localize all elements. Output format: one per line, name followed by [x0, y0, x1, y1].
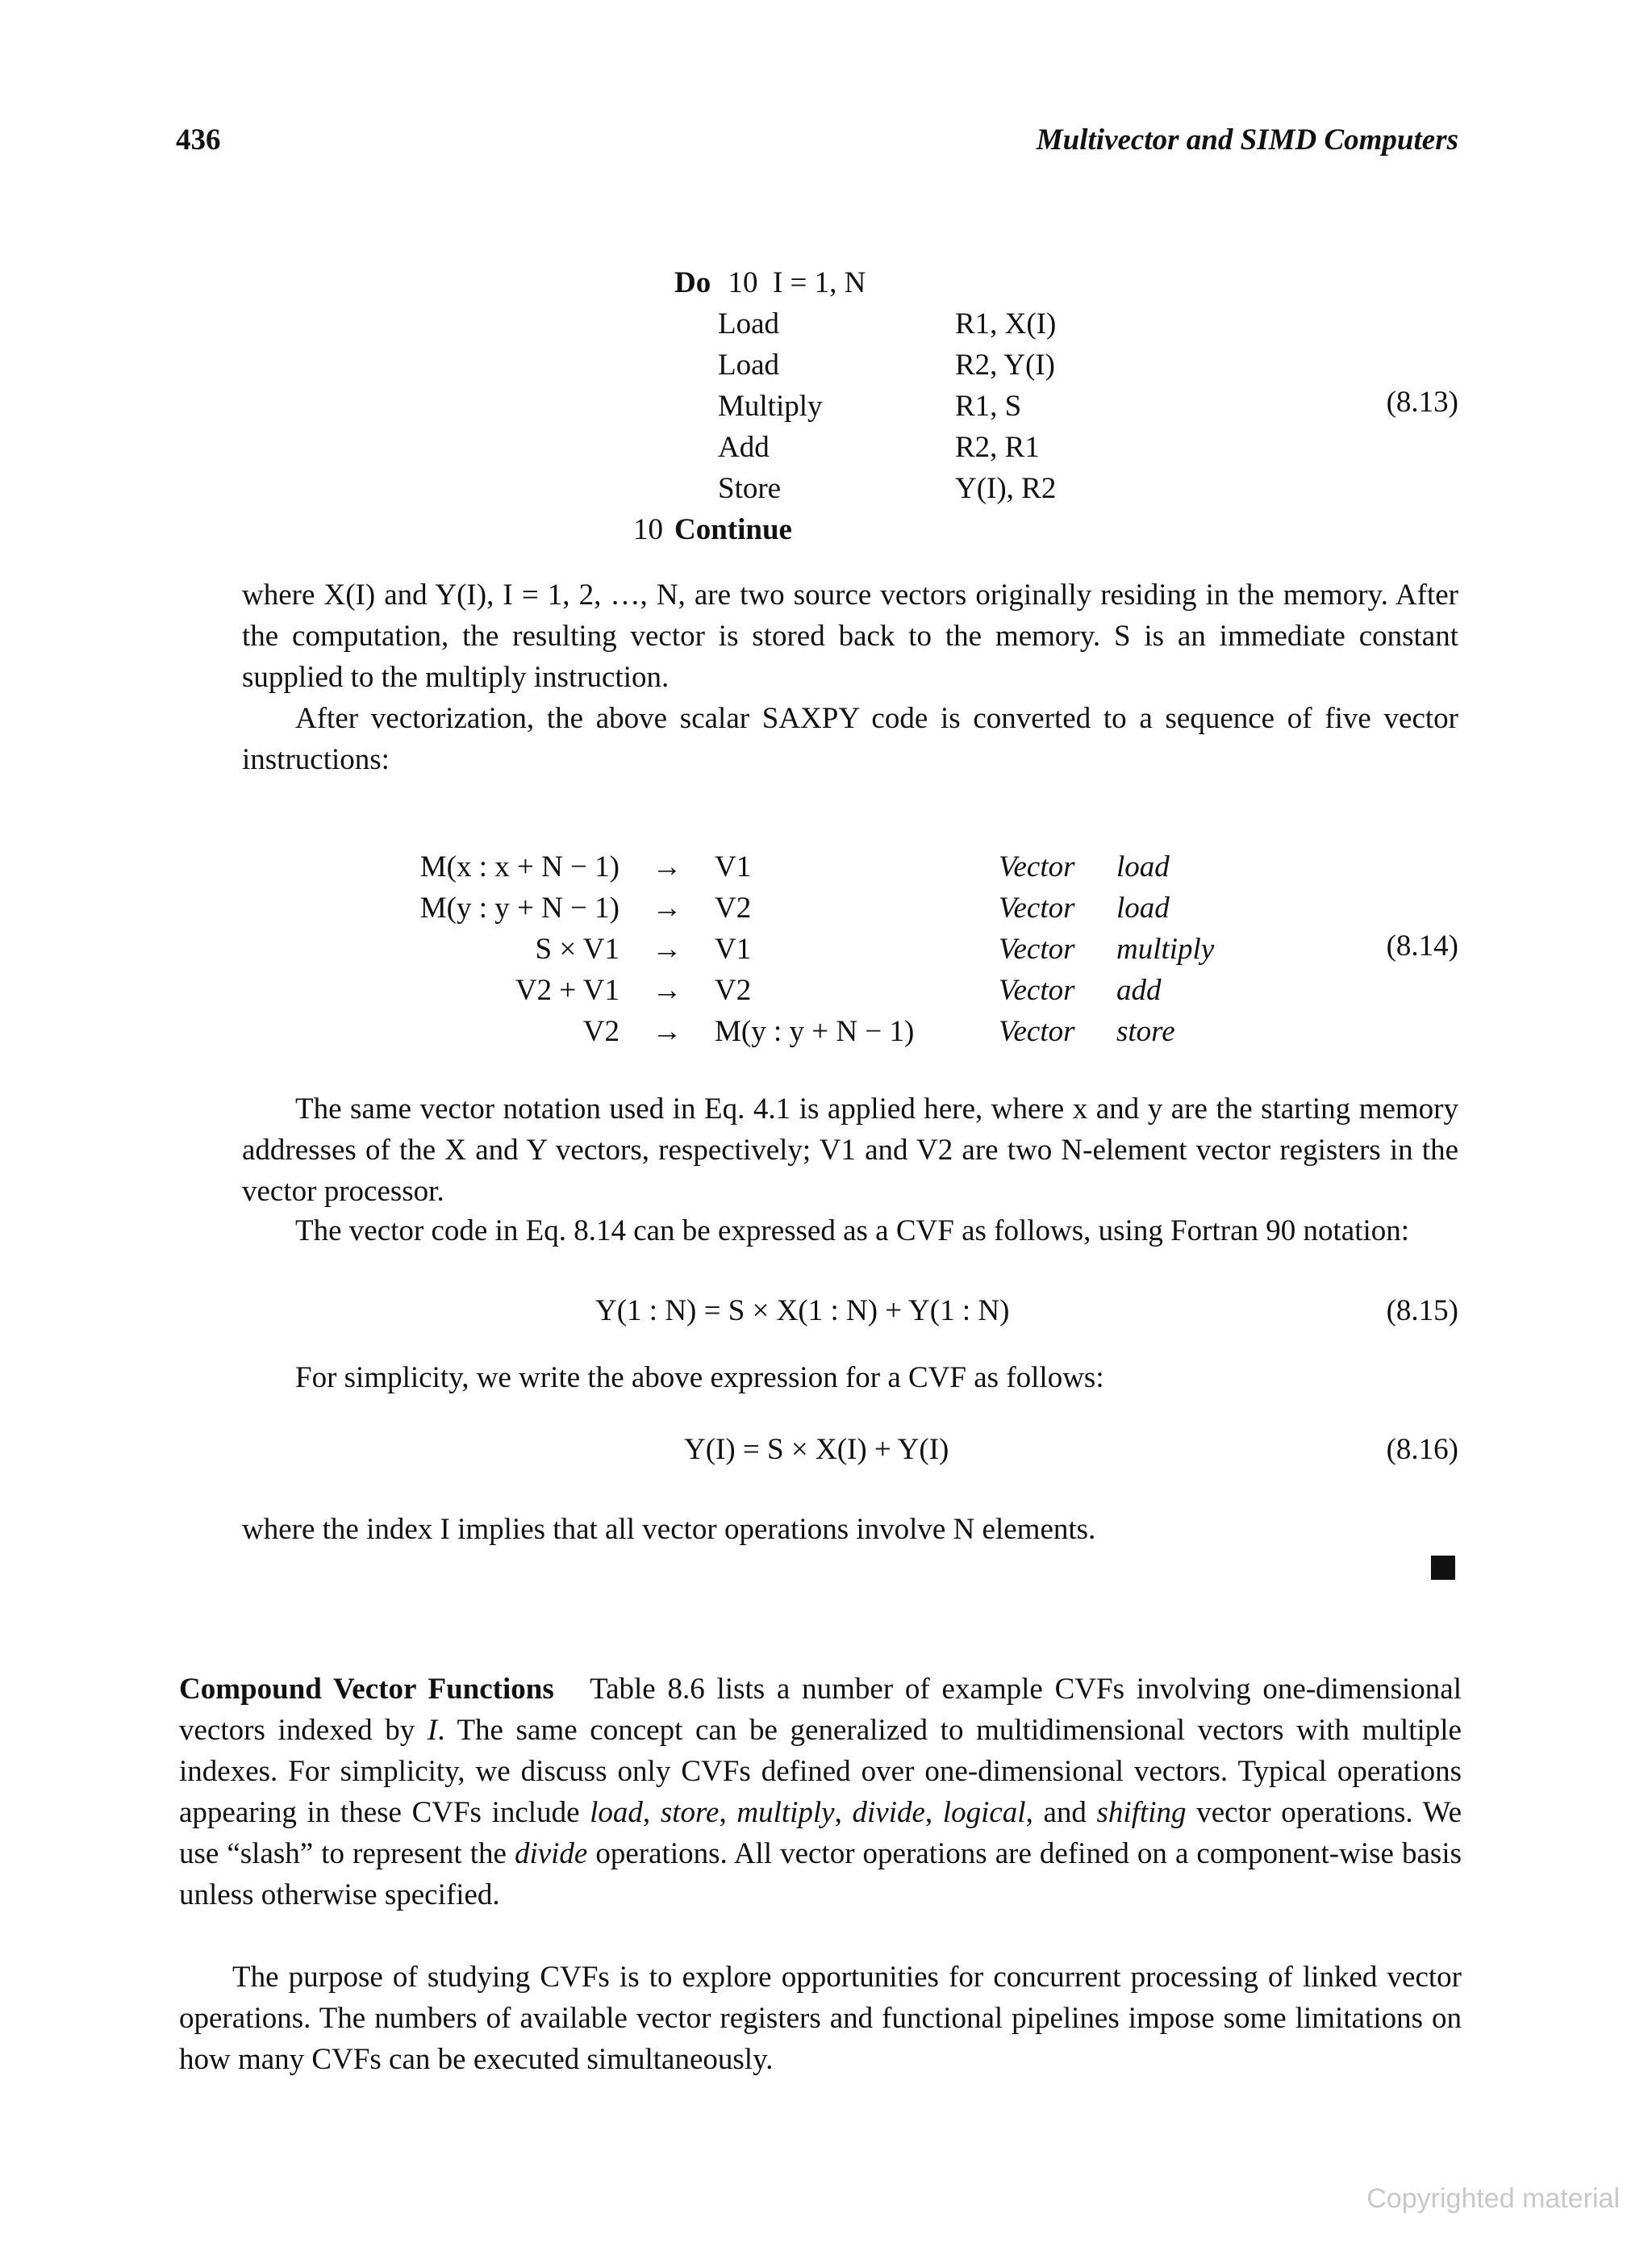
- vector-dest: V1: [715, 933, 752, 966]
- vector-row: [373, 970, 1214, 1011]
- equation-number-8-13: (8.13): [1386, 386, 1458, 419]
- vector-dest: V2: [715, 974, 752, 1007]
- vector-action: load: [1116, 850, 1170, 883]
- vector-code-block: [373, 846, 1214, 1052]
- vector-source: S × V1: [535, 933, 620, 966]
- code-op: Load: [718, 349, 780, 382]
- arrow-icon: →: [652, 1015, 682, 1048]
- vector-row: [373, 1011, 1214, 1052]
- section-paragraph: Compound Vector Functions Table 8.6 lists a number of example CVFs involving one-dimensional vectors indexed by I. The same concept can be generalized to multidimensional vectors with multiple indexes. For simplicity, we discuss only CVFs defined over one-dimensional vectors. Typical operations appearing in these CVFs include load, store, multiply, divide, logical, and shifting vector operations. We use “slash” to represent the divide operations. All vector operations are defined on a component-wise basis unless otherwise specified.: [179, 1673, 1462, 1911]
- equation-number-8-16: (8.16): [1386, 1433, 1458, 1466]
- code-row-do: [599, 262, 1056, 303]
- code-op: Multiply: [718, 390, 823, 423]
- code-row: [599, 345, 1056, 386]
- code-op: Load: [718, 307, 780, 340]
- arrow-icon: →: [652, 974, 682, 1007]
- code-row: [599, 468, 1056, 509]
- vector-action: add: [1116, 974, 1162, 1007]
- code-op: Add: [718, 431, 770, 464]
- section-heading: Compound Vector Functions: [179, 1673, 554, 1706]
- code-op: Store: [718, 472, 782, 505]
- paragraph: where X(I) and Y(I), I = 1, 2, …, N, are two source vectors originally residing in the memory. After the computation, the resulting vector is stored back to the memory. S is an immediate constant supplied to the multiply instruction.: [242, 579, 1458, 694]
- vector-kind: Vector: [999, 850, 1075, 883]
- running-title: Multivector and SIMD Computers: [1036, 123, 1458, 157]
- paragraph: The same vector notation used in Eq. 4.1 is applied here, where x and y are the starting memory addresses of the X and Y vectors, respectively; V1 and V2 are two N-element vector registers in the vector processor.: [242, 1092, 1458, 1208]
- end-of-example-marker: [1431, 1556, 1455, 1580]
- copyright-watermark: Copyrighted material: [1366, 2183, 1620, 2214]
- vector-kind: Vector: [999, 974, 1075, 1007]
- vector-action: store: [1116, 1015, 1175, 1048]
- vector-action: load: [1116, 892, 1170, 925]
- vector-dest: M(y : y + N − 1): [715, 1015, 915, 1048]
- arrow-icon: →: [652, 933, 682, 966]
- vector-dest: V2: [715, 892, 752, 925]
- end-label: 10: [633, 513, 663, 546]
- code-args: Y(I), R2: [955, 472, 1057, 505]
- page-number: 436: [176, 123, 221, 157]
- code-row: [599, 386, 1056, 427]
- vector-source: M(y : y + N − 1): [419, 892, 620, 925]
- paragraph: After vectorization, the above scalar SAXPY code is converted to a sequence of five vector instructions:: [242, 702, 1458, 776]
- vector-row: [373, 846, 1214, 888]
- code-args: R1, X(I): [955, 307, 1057, 340]
- vector-source: V2 + V1: [515, 974, 620, 1007]
- code-args: R2, Y(I): [955, 349, 1055, 382]
- equation-8-16: Y(I) = S × X(I) + Y(I): [684, 1433, 949, 1466]
- vector-dest: V1: [715, 850, 752, 883]
- paragraph: The vector code in Eq. 8.14 can be expressed as a CVF as follows, using Fortran 90 notation:: [295, 1214, 1410, 1247]
- vector-kind: Vector: [999, 1015, 1075, 1048]
- section-paragraph: The purpose of studying CVFs is to explore opportunities for concurrent processing of linked vector operations. The numbers of available vector registers and functional pipelines impose some limitations on how many CVFs can be executed simultaneously.: [179, 1961, 1462, 2076]
- end-keyword: Continue: [674, 513, 792, 546]
- scalar-code-block: [599, 262, 1056, 550]
- loop-keyword: Do: [674, 266, 711, 299]
- vector-source: V2: [582, 1015, 620, 1048]
- vector-kind: Vector: [999, 892, 1075, 925]
- equation-8-15: Y(1 : N) = S × X(1 : N) + Y(1 : N): [595, 1294, 1010, 1327]
- vector-source: M(x : x + N − 1): [419, 850, 620, 883]
- code-row: [599, 427, 1056, 468]
- vector-action: multiply: [1116, 933, 1215, 966]
- paragraph: For simplicity, we write the above expression for a CVF as follows:: [295, 1361, 1104, 1394]
- arrow-icon: →: [652, 850, 682, 883]
- arrow-icon: →: [652, 892, 682, 925]
- code-args: R1, S: [955, 390, 1022, 423]
- paragraph: where the index I implies that all vector operations involve N elements.: [242, 1513, 1096, 1546]
- vector-kind: Vector: [999, 933, 1075, 966]
- vector-row: [373, 888, 1214, 929]
- loop-spec: 10 I = 1, N: [728, 266, 866, 299]
- equation-number-8-14: (8.14): [1386, 929, 1458, 963]
- code-row-continue: [599, 509, 1056, 550]
- code-row: [599, 303, 1056, 345]
- equation-number-8-15: (8.15): [1386, 1294, 1458, 1327]
- vector-row: [373, 929, 1214, 970]
- code-args: R2, R1: [955, 431, 1040, 464]
